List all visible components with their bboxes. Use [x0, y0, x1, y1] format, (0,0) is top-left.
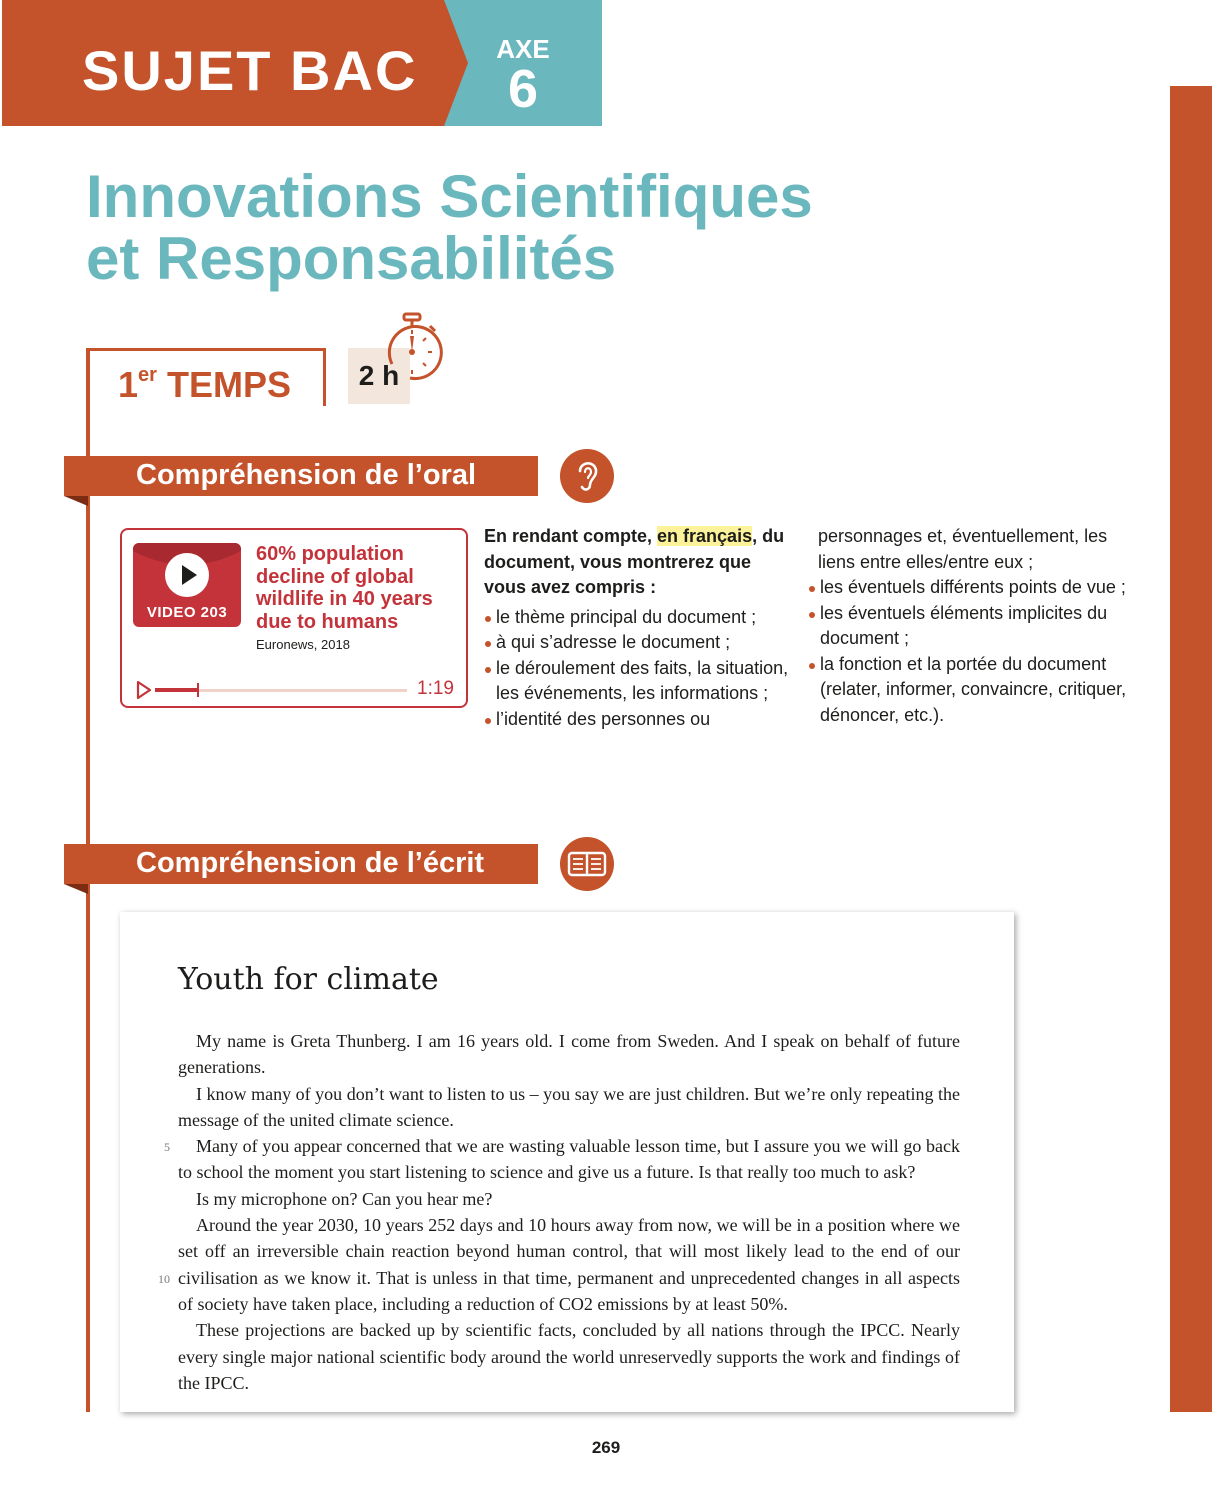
text-paragraph: Many of you appear concerned that we are wasting valuable lesson time, but I assure you we will go back to school the moment you start listening to science and give us a future. Is that really too much to ask?	[178, 1136, 960, 1183]
temps-label: TEMPS	[166, 364, 291, 405]
play-button[interactable]	[165, 553, 209, 597]
instructions-list-1	[484, 605, 794, 733]
list-item: le thème principal du document ;	[484, 605, 794, 631]
text-paragraph: Around the year 2030, 10 years 252 days and 10 hours away from now, we will be in a position where we set off an irreversible chain reaction beyond human control, that will most likely lead to the end of our civilisation as we know it. That is unless in that time, permanent and unprecedented changes in all aspects of society have taken place, including a reduction of CO2 emissions by at least 50%.	[178, 1215, 960, 1314]
line-number: 10	[158, 1272, 170, 1286]
banner-arrow	[444, 0, 468, 126]
book-icon-badge	[560, 837, 614, 891]
temps-frame-top	[86, 348, 326, 351]
oral-section-title: Compréhension de l’oral	[136, 459, 476, 491]
list-item: les éventuels différents points de vue ;	[808, 575, 1138, 601]
video-duration: 1:19	[417, 678, 454, 699]
intro-text-start: En rendant compte,	[484, 526, 658, 546]
temps-frame-right	[323, 348, 326, 406]
list-item: l’identité des personnes ou	[484, 707, 794, 733]
list-item: les éventuels éléments implicites du document ;	[808, 601, 1138, 652]
list-item: la fonction et la portée du document (relater, informer, convaincre, critiquer, dénoncer, etc.).	[808, 652, 1138, 729]
temps-heading	[118, 364, 291, 406]
ear-icon	[560, 449, 614, 503]
text-body	[178, 1028, 960, 1396]
ear-icon-badge	[560, 449, 614, 503]
play-icon	[165, 553, 209, 597]
ecrit-section-fold	[64, 884, 88, 894]
page-number: 269	[591, 1438, 621, 1457]
line-number: 5	[164, 1140, 170, 1154]
text-paragraph: My name is Greta Thunberg. I am 16 years old. I come from Sweden. And I speak on behalf of future generations.	[178, 1031, 960, 1078]
video-progress-handle[interactable]	[197, 683, 199, 697]
instructions-column-1	[484, 524, 794, 732]
instructions-intro	[484, 524, 794, 601]
stopwatch-icon	[380, 312, 444, 386]
temps-suffix: er	[138, 364, 157, 386]
right-edge-bar	[1170, 86, 1212, 1412]
list-item: à qui s’adresse le document ;	[484, 630, 794, 656]
text-paragraph: Is my microphone on? Can you hear me?	[196, 1188, 493, 1209]
video-source: Euronews, 2018	[256, 637, 350, 652]
instructions-column-2	[808, 524, 1138, 728]
video-label: VIDEO 203	[146, 604, 228, 621]
intro-highlight: en français	[657, 526, 753, 546]
intro-text-end: , du document, vous montrerez que vous avez compris :	[484, 526, 785, 597]
axe-number: 6	[507, 59, 539, 119]
video-title[interactable]: 60% population decline of global wildlife in 40 years due to humans	[256, 543, 433, 633]
player-play-icon[interactable]	[136, 680, 152, 700]
text-title: Youth for climate	[178, 962, 439, 997]
ecrit-section-title: Compréhension de l’écrit	[136, 847, 485, 879]
video-progress-fill	[155, 688, 198, 692]
list-item: le déroulement des faits, la situation, les événements, les informations ;	[484, 656, 794, 707]
text-paragraph: I know many of you don’t want to listen to us – you say we are just children. But we’re only repeating the message of the united climate science.	[178, 1083, 960, 1130]
axe-label: AXE	[496, 34, 550, 64]
duration-text: 2 h	[358, 360, 400, 391]
page-title-line-1: Innovations Scientifiques	[86, 163, 813, 230]
banner-title: SUJET BAC	[82, 39, 418, 102]
page-title-line-2: et Responsabilités	[86, 225, 617, 292]
text-paragraph: These projections are backed up by scientific facts, concluded by all nations through the IPCC. Nearly every single major national scientific body around the world unreservedly supports the work and findings of the IPCC.	[178, 1320, 960, 1393]
list-item-continuation: personnages et, éventuellement, les liens entre elles/entre eux ;	[818, 526, 1108, 572]
temps-number: 1	[118, 364, 139, 405]
instructions-list-2	[808, 575, 1138, 728]
oral-section-fold	[64, 496, 88, 506]
book-icon	[560, 837, 614, 891]
